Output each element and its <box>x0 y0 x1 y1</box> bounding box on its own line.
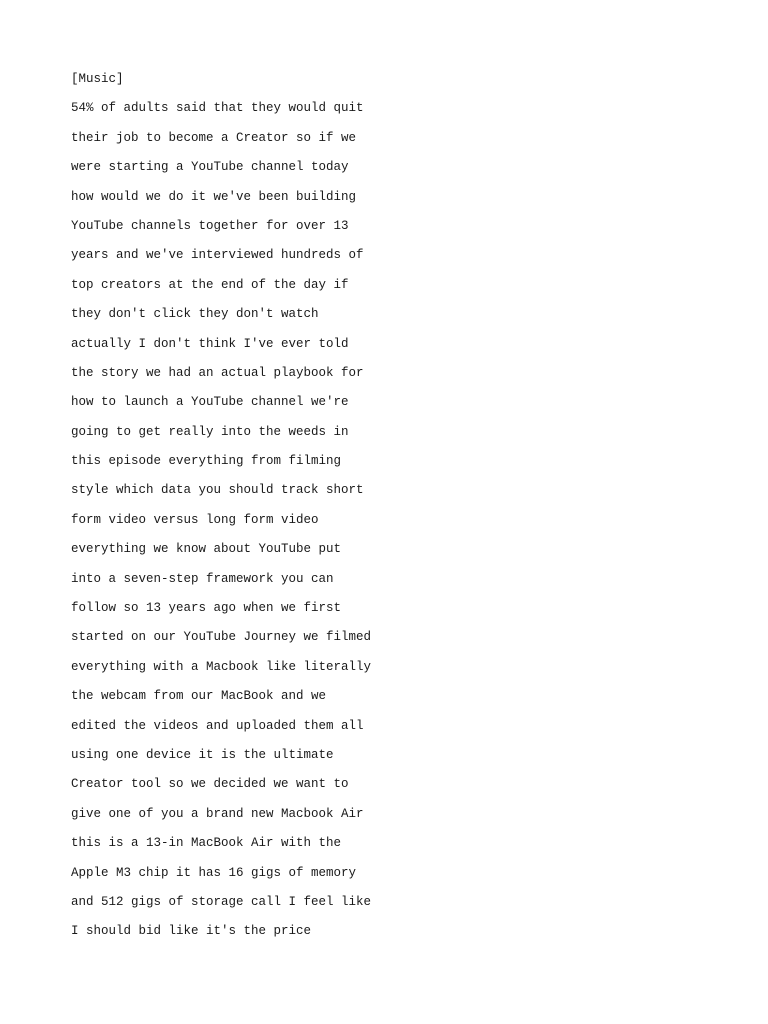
transcript-text <box>71 65 691 947</box>
transcript-line: going to get really into the weeds in <box>71 424 349 439</box>
transcript-line: using one device it is the ultimate <box>71 747 334 762</box>
transcript-line: into a seven-step framework you can <box>71 571 334 586</box>
transcript-line: Apple M3 chip it has 16 gigs of memory <box>71 865 357 880</box>
transcript-line: style which data you should track short <box>71 483 364 498</box>
transcript-line: were starting a YouTube channel today <box>71 160 349 175</box>
transcript-line: their job to become a Creator so if we <box>71 130 357 145</box>
transcript-line: everything we know about YouTube put <box>71 542 342 557</box>
transcript-line: how would we do it we've been building <box>71 189 357 204</box>
transcript-line: I should bid like it's the price <box>71 924 312 939</box>
transcript-line: edited the videos and uploaded them all <box>71 718 364 733</box>
transcript-line: they don't click they don't watch <box>71 307 319 322</box>
transcript-line: everything with a Macbook like literally <box>71 659 372 674</box>
transcript-line: 54% of adults said that they would quit <box>71 101 364 116</box>
transcript-line: the story we had an actual playbook for <box>71 365 364 380</box>
transcript-line: actually I don't think I've ever told <box>71 336 349 351</box>
transcript-line: this is a 13-in MacBook Air with the <box>71 836 342 851</box>
transcript-line: the webcam from our MacBook and we <box>71 689 327 704</box>
transcript-line: follow so 13 years ago when we first <box>71 601 342 616</box>
transcript-line: Creator tool so we decided we want to <box>71 777 349 792</box>
transcript-line: [Music] <box>71 72 124 86</box>
transcript-line: form video versus long form video <box>71 512 319 527</box>
transcript-line: years and we've interviewed hundreds of <box>71 248 364 263</box>
transcript-line: how to launch a YouTube channel we're <box>71 395 349 410</box>
transcript-line: YouTube channels together for over 13 <box>71 218 349 233</box>
transcript-line: started on our YouTube Journey we filmed <box>71 630 372 645</box>
transcript-line: this episode everything from filming <box>71 454 342 469</box>
transcript-line: top creators at the end of the day if <box>71 277 349 292</box>
transcript-line: and 512 gigs of storage call I feel like <box>71 894 372 909</box>
transcript-line: give one of you a brand new Macbook Air <box>71 806 364 821</box>
